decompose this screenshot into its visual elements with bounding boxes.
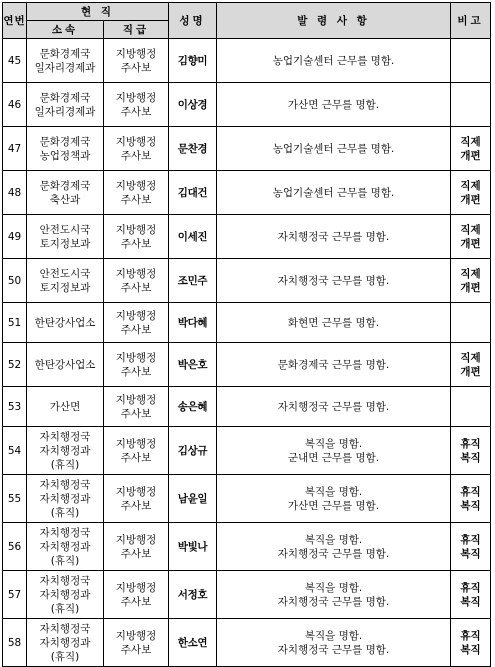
order-cell bbox=[217, 127, 451, 171]
seq-cell: 49 bbox=[3, 215, 27, 259]
grade-line: 지방행정 bbox=[115, 485, 157, 498]
order-line: 자치행정국 근무를 명함. bbox=[277, 595, 390, 608]
remark-line: 휴직 bbox=[460, 581, 481, 594]
name-cell: 박은호 bbox=[169, 343, 217, 387]
grade-cell bbox=[104, 387, 169, 427]
grade-cell bbox=[104, 127, 169, 171]
remark-line: 직제 bbox=[460, 267, 481, 280]
order-line: 자치행정국 근무를 명함. bbox=[277, 274, 390, 287]
affiliation-line: 자치행정과 bbox=[39, 636, 91, 649]
affiliation-cell bbox=[27, 343, 104, 387]
order-cell bbox=[217, 343, 451, 387]
name-cell: 박다혜 bbox=[169, 303, 217, 343]
affiliation-cell bbox=[27, 171, 104, 215]
grade-line: 주사보 bbox=[120, 365, 152, 378]
seq-cell: 48 bbox=[3, 171, 27, 215]
header-remark-label: 비고 bbox=[457, 14, 484, 27]
affiliation-line: (휴직) bbox=[50, 602, 80, 615]
seq-cell: 45 bbox=[3, 39, 27, 83]
grade-line: 지방행정 bbox=[115, 581, 157, 594]
header-name bbox=[169, 3, 217, 39]
name-cell: 김대건 bbox=[169, 171, 217, 215]
grade-cell bbox=[104, 475, 169, 523]
affiliation-cell bbox=[27, 475, 104, 523]
affiliation-line: 자치행정과 bbox=[39, 444, 91, 457]
seq-cell: 53 bbox=[3, 387, 27, 427]
grade-line: 지방행정 bbox=[115, 267, 157, 280]
affiliation-line: 자치행정국 bbox=[39, 430, 91, 443]
grade-cell bbox=[104, 343, 169, 387]
header-current-position bbox=[27, 3, 169, 21]
affiliation-line: 자치행정과 bbox=[39, 588, 91, 601]
affiliation-line: 자치행정국 bbox=[39, 526, 91, 539]
table-row bbox=[3, 39, 491, 83]
name-cell: 이세진 bbox=[169, 215, 217, 259]
order-line: 자치행정국 근무를 명함. bbox=[277, 643, 390, 656]
remark-line: 휴직 bbox=[460, 437, 481, 450]
affiliation-line: 농업정책과 bbox=[39, 149, 91, 162]
remark-line: 개편 bbox=[460, 365, 481, 378]
remark-line: 복직 bbox=[460, 595, 481, 608]
table-row bbox=[3, 523, 491, 571]
affiliation-line: 자치행정국 bbox=[39, 574, 91, 587]
remark-cell bbox=[451, 571, 491, 619]
seq-cell: 50 bbox=[3, 259, 27, 303]
grade-line: 주사보 bbox=[120, 237, 152, 250]
affiliation-line: 일자리경제과 bbox=[34, 105, 96, 118]
grade-cell bbox=[104, 619, 169, 667]
grade-line: 주사보 bbox=[120, 149, 152, 162]
header-order-label: 발 령 사 항 bbox=[297, 14, 370, 27]
remark-line: 개편 bbox=[460, 281, 481, 294]
order-line: 문화경제국 근무를 명함. bbox=[277, 358, 390, 371]
order-line: 군내면 근무를 명함. bbox=[287, 451, 380, 464]
order-line: 농업기술센터 근무를 명함. bbox=[272, 186, 395, 199]
header-name-label: 성명 bbox=[179, 14, 206, 27]
affiliation-line: (휴직) bbox=[50, 458, 80, 471]
remark-line: 직제 bbox=[460, 179, 481, 192]
grade-line: 주사보 bbox=[120, 323, 152, 336]
table-row bbox=[3, 215, 491, 259]
grade-cell bbox=[104, 523, 169, 571]
affiliation-line: 한탄강사업소 bbox=[34, 358, 96, 371]
remark-cell bbox=[451, 39, 491, 83]
seq-cell: 52 bbox=[3, 343, 27, 387]
affiliation-cell bbox=[27, 83, 104, 127]
grade-line: 지방행정 bbox=[115, 91, 157, 104]
remark-line: 복직 bbox=[460, 499, 481, 512]
affiliation-cell bbox=[27, 427, 104, 475]
table-row bbox=[3, 343, 491, 387]
table-row bbox=[3, 303, 491, 343]
remark-line: 직제 bbox=[460, 351, 481, 364]
grade-line: 주사보 bbox=[120, 407, 152, 420]
table-row bbox=[3, 127, 491, 171]
affiliation-cell bbox=[27, 259, 104, 303]
order-cell bbox=[217, 303, 451, 343]
affiliation-line: 문화경제국 bbox=[39, 91, 91, 104]
affiliation-line: 자치행정국 bbox=[39, 622, 91, 635]
remark-cell bbox=[451, 127, 491, 171]
seq-cell: 46 bbox=[3, 83, 27, 127]
remark-cell bbox=[451, 259, 491, 303]
seq-cell: 54 bbox=[3, 427, 27, 475]
remark-cell bbox=[451, 215, 491, 259]
table-row bbox=[3, 427, 491, 475]
grade-line: 지방행정 bbox=[115, 533, 157, 546]
affiliation-line: 문화경제국 bbox=[39, 47, 91, 60]
seq-cell: 58 bbox=[3, 619, 27, 667]
remark-cell bbox=[451, 427, 491, 475]
name-cell: 이상경 bbox=[169, 83, 217, 127]
order-cell bbox=[217, 39, 451, 83]
order-cell bbox=[217, 427, 451, 475]
remark-line: 복직 bbox=[460, 643, 481, 656]
header-current-position-label: 현 직 bbox=[81, 5, 114, 18]
table-row bbox=[3, 475, 491, 523]
order-line: 자치행정국 근무를 명함. bbox=[277, 230, 390, 243]
remark-cell bbox=[451, 343, 491, 387]
affiliation-line: 일자리경제과 bbox=[34, 61, 96, 74]
affiliation-line: (휴직) bbox=[50, 554, 80, 567]
affiliation-line: 한탄강사업소 bbox=[34, 316, 96, 329]
grade-cell bbox=[104, 571, 169, 619]
order-cell bbox=[217, 171, 451, 215]
grade-cell bbox=[104, 427, 169, 475]
seq-cell: 51 bbox=[3, 303, 27, 343]
remark-cell bbox=[451, 171, 491, 215]
name-cell: 김향미 bbox=[169, 39, 217, 83]
affiliation-line: 자치행정과 bbox=[39, 540, 91, 553]
table-row bbox=[3, 571, 491, 619]
order-line: 자치행정국 근무를 명함. bbox=[277, 400, 390, 413]
affiliation-cell bbox=[27, 571, 104, 619]
header-grade bbox=[104, 21, 169, 39]
grade-line: 주사보 bbox=[120, 595, 152, 608]
grade-line: 주사보 bbox=[120, 61, 152, 74]
grade-line: 주사보 bbox=[120, 499, 152, 512]
affiliation-line: 문화경제국 bbox=[39, 179, 91, 192]
grade-line: 주사보 bbox=[120, 547, 152, 560]
grade-line: 지방행정 bbox=[115, 437, 157, 450]
grade-line: 주사보 bbox=[120, 105, 152, 118]
affiliation-cell bbox=[27, 523, 104, 571]
name-cell: 송은혜 bbox=[169, 387, 217, 427]
affiliation-cell bbox=[27, 387, 104, 427]
order-line: 농업기술센터 근무를 명함. bbox=[272, 54, 395, 67]
affiliation-line: 축산과 bbox=[49, 193, 81, 206]
affiliation-line: 가산면 bbox=[49, 400, 81, 413]
table-row bbox=[3, 259, 491, 303]
header-seq-label: 연번 bbox=[3, 14, 26, 27]
header-order bbox=[217, 3, 451, 39]
affiliation-line: 문화경제국 bbox=[39, 135, 91, 148]
remark-line: 개편 bbox=[460, 193, 481, 206]
affiliation-line: (휴직) bbox=[50, 650, 80, 663]
order-line: 복직을 명함. bbox=[304, 581, 363, 594]
name-cell: 문찬경 bbox=[169, 127, 217, 171]
header-affiliation-label: 소속 bbox=[51, 23, 79, 36]
grade-line: 지방행정 bbox=[115, 179, 157, 192]
table-row bbox=[3, 387, 491, 427]
order-cell bbox=[217, 387, 451, 427]
order-line: 농업기술센터 근무를 명함. bbox=[272, 142, 395, 155]
table-row bbox=[3, 171, 491, 215]
affiliation-cell bbox=[27, 619, 104, 667]
seq-cell: 56 bbox=[3, 523, 27, 571]
order-line: 복직을 명함. bbox=[304, 485, 363, 498]
header-seq bbox=[3, 3, 27, 39]
personnel-order-table bbox=[2, 2, 491, 667]
affiliation-line: 안전도시국 bbox=[39, 223, 91, 236]
table-row bbox=[3, 83, 491, 127]
grade-line: 지방행정 bbox=[115, 629, 157, 642]
order-line: 복직을 명함. bbox=[304, 629, 363, 642]
grade-line: 지방행정 bbox=[115, 351, 157, 364]
affiliation-cell bbox=[27, 39, 104, 83]
grade-line: 주사보 bbox=[120, 451, 152, 464]
order-line: 복직을 명함. bbox=[304, 437, 363, 450]
personnel-order-document bbox=[2, 2, 491, 667]
order-line: 가산면 근무를 명함. bbox=[287, 98, 380, 111]
remark-line: 복직 bbox=[460, 547, 481, 560]
name-cell: 한소연 bbox=[169, 619, 217, 667]
affiliation-line: (휴직) bbox=[50, 506, 80, 519]
remark-line: 복직 bbox=[460, 451, 481, 464]
remark-line: 휴직 bbox=[460, 533, 481, 546]
remark-cell bbox=[451, 475, 491, 523]
affiliation-line: 자치행정과 bbox=[39, 492, 91, 505]
remark-cell bbox=[451, 387, 491, 427]
affiliation-line: 토지정보과 bbox=[39, 281, 91, 294]
name-cell: 남윤일 bbox=[169, 475, 217, 523]
name-cell: 조민주 bbox=[169, 259, 217, 303]
grade-line: 지방행정 bbox=[115, 135, 157, 148]
name-cell: 김상규 bbox=[169, 427, 217, 475]
remark-line: 직제 bbox=[460, 135, 481, 148]
order-line: 복직을 명함. bbox=[304, 533, 363, 546]
remark-line: 휴직 bbox=[460, 485, 481, 498]
grade-line: 지방행정 bbox=[115, 47, 157, 60]
remark-cell bbox=[451, 83, 491, 127]
grade-line: 지방행정 bbox=[115, 393, 157, 406]
remark-cell bbox=[451, 523, 491, 571]
grade-line: 주사보 bbox=[120, 281, 152, 294]
seq-cell: 55 bbox=[3, 475, 27, 523]
order-cell bbox=[217, 523, 451, 571]
order-line: 화현면 근무를 명함. bbox=[287, 316, 380, 329]
grade-cell bbox=[104, 83, 169, 127]
order-line: 가산면 근무를 명함. bbox=[287, 499, 380, 512]
grade-line: 주사보 bbox=[120, 643, 152, 656]
grade-cell bbox=[104, 171, 169, 215]
affiliation-line: 토지정보과 bbox=[39, 237, 91, 250]
grade-line: 주사보 bbox=[120, 193, 152, 206]
name-cell: 박빛나 bbox=[169, 523, 217, 571]
order-cell bbox=[217, 571, 451, 619]
grade-cell bbox=[104, 39, 169, 83]
affiliation-cell bbox=[27, 303, 104, 343]
header-grade-label: 직급 bbox=[122, 23, 150, 36]
grade-line: 지방행정 bbox=[115, 309, 157, 322]
grade-line: 지방행정 bbox=[115, 223, 157, 236]
order-cell bbox=[217, 475, 451, 523]
order-cell bbox=[217, 259, 451, 303]
affiliation-cell bbox=[27, 127, 104, 171]
remark-line: 개편 bbox=[460, 149, 481, 162]
affiliation-line: 안전도시국 bbox=[39, 267, 91, 280]
name-cell: 서정호 bbox=[169, 571, 217, 619]
table-header bbox=[3, 3, 491, 39]
table-body bbox=[3, 39, 491, 667]
header-remark bbox=[451, 3, 491, 39]
affiliation-line: 자치행정국 bbox=[39, 478, 91, 491]
order-cell bbox=[217, 619, 451, 667]
affiliation-cell bbox=[27, 215, 104, 259]
grade-cell bbox=[104, 303, 169, 343]
remark-cell bbox=[451, 303, 491, 343]
order-cell bbox=[217, 215, 451, 259]
remark-line: 개편 bbox=[460, 237, 481, 250]
remark-line: 직제 bbox=[460, 223, 481, 236]
grade-cell bbox=[104, 259, 169, 303]
remark-line: 휴직 bbox=[460, 629, 481, 642]
grade-cell bbox=[104, 215, 169, 259]
seq-cell: 47 bbox=[3, 127, 27, 171]
remark-cell bbox=[451, 619, 491, 667]
order-line: 자치행정국 근무를 명함. bbox=[277, 547, 390, 560]
table-row bbox=[3, 619, 491, 667]
seq-cell: 57 bbox=[3, 571, 27, 619]
header-affiliation bbox=[27, 21, 104, 39]
order-cell bbox=[217, 83, 451, 127]
